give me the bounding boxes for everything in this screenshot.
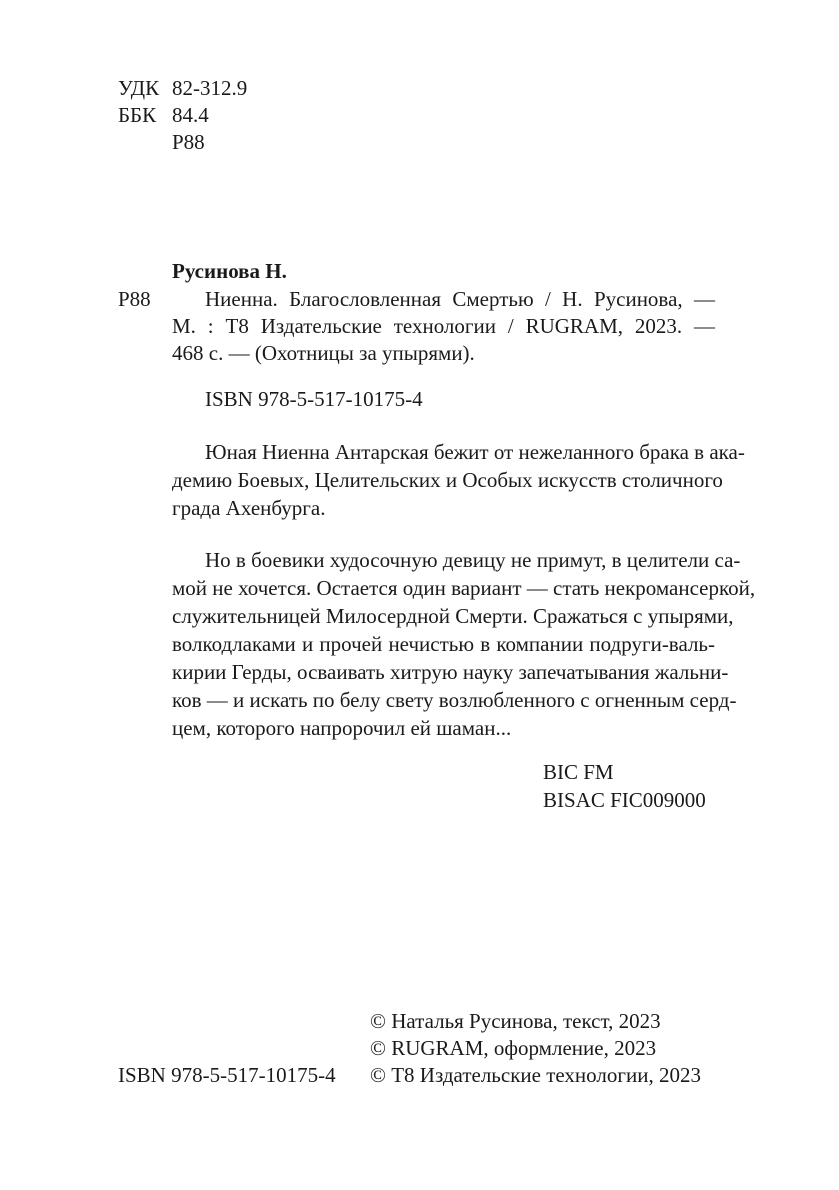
bib-line-3: 468 с. — (Охотницы за упырями).: [172, 341, 475, 365]
annotation-p1-line-1: Юная Ниенна Антарская бежит от нежеланного брака в ака-: [205, 440, 745, 464]
annotation-p2-line-5: кирии Герды, осваивать хитрую науку запечатывания жальни-: [172, 660, 729, 684]
annotation-p1-line-2: демию Боевых, Целительских и Особых искусств столичного: [172, 468, 723, 492]
copyright-design: © RUGRAM, оформление, 2023: [370, 1036, 657, 1060]
bib-line-2: М. : Т8 Издательские технологии / RUGRAM, 2023. —: [172, 314, 715, 338]
udk-label: УДК: [118, 76, 160, 100]
author-heading: Русинова Н.: [172, 259, 287, 283]
annotation-p2-line-7: цем, которого напророчил ей шаман...: [172, 716, 512, 740]
annotation-p2-line-3: служительницей Милосердной Смерти. Сражаться с упырями,: [172, 604, 734, 628]
bbk-value: 84.4: [172, 103, 209, 127]
author-mark: Р88: [172, 130, 205, 154]
annotation-p1-line-3: града Ахенбурга.: [172, 496, 326, 520]
bic-code: BIC FM: [543, 760, 614, 784]
udk-value: 82-312.9: [172, 76, 248, 100]
bisac-code: BISAC FIC009000: [543, 788, 706, 812]
bib-line-1: Ниенна. Благословленная Смертью / Н. Русинова, —: [205, 287, 715, 311]
bib-author-mark: Р88: [118, 287, 151, 311]
footer-isbn: ISBN 978-5-517-10175-4: [118, 1063, 336, 1087]
bbk-label: ББК: [118, 103, 157, 127]
bib-isbn: ISBN 978-5-517-10175-4: [205, 387, 423, 411]
annotation-p2-line-4: волкодлаками и прочей нечистью в компании подруги-валь-: [172, 632, 715, 656]
annotation-p2-line-1: Но в боевики худосочную девицу не примут, в целители са-: [205, 548, 741, 572]
annotation-p2-line-6: ков — и искать по белу свету возлюбленного с огненным серд-: [172, 688, 737, 712]
annotation-p2-line-2: мой не хочется. Остается один вариант — стать некромансеркой,: [172, 576, 756, 600]
copyright-author: © Наталья Русинова, текст, 2023: [370, 1009, 661, 1033]
copyright-publisher: © Т8 Издательские технологии, 2023: [370, 1063, 701, 1087]
